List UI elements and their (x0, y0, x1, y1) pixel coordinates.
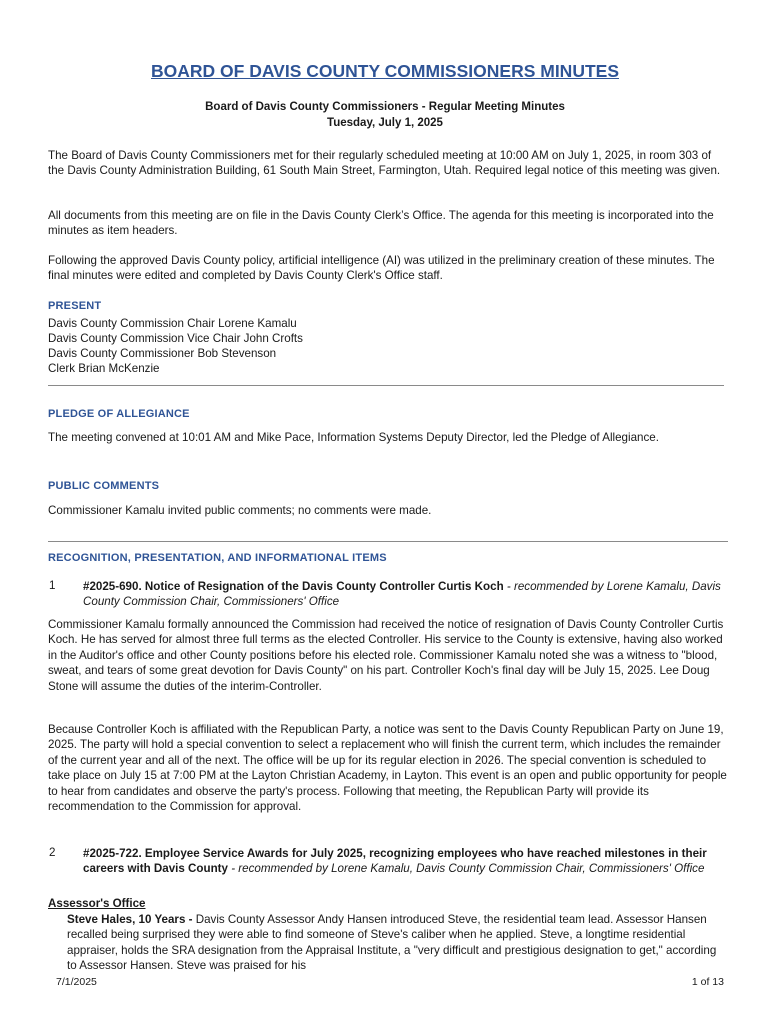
agenda-item-title (83, 579, 728, 610)
footer-date: 7/1/2025 (56, 976, 97, 988)
footer-page-number: 1 of 13 (691, 976, 724, 988)
public-comments-text: Commissioner Kamalu invited public comments; no comments were made. (48, 504, 432, 517)
intro-paragraph-3: Following the approved Davis County policy, artificial intelligence (AI) was utilized in the preliminary creation of these minutes. The final minutes were edited and completed by Davis County Clerk's Office staff. (48, 254, 715, 283)
intro-paragraph-2: All documents from this meeting are on file in the Davis County Clerk’s Office. The agenda for this meeting is incorporated into the minutes as item headers. (48, 209, 714, 238)
agenda-item-title (83, 846, 728, 877)
award-text: Davis County Assessor Andy Hansen introduced Steve, the residential team lead. Assessor Hansen recalled being surprised they were able to find someone of Steve's caliber when he applied. Steve, a longtime residential appraiser, holds the SRA designation from the Appraisal Institute, a "very difficult and prestigious designation to get," according to Assessor Hansen. Steve was praised for his (67, 913, 717, 973)
document-title: BOARD OF DAVIS COUNTY COMMISSIONERS MINUTES (151, 61, 619, 81)
intro-paragraph-1: The Board of Davis County Commissioners met for their regularly scheduled meeting at 10:00 AM on July 1, 2025, in room 303 of the Davis County Administration Building, 61 South Main Street, Farmington, Utah. Required legal notice of this meeting was given. (48, 149, 721, 178)
present-member: Davis County Commission Vice Chair John Crofts (48, 332, 303, 345)
section-divider (48, 541, 728, 542)
public-comments-heading: PUBLIC COMMENTS (48, 480, 160, 492)
section-divider (48, 385, 724, 386)
meeting-subtitle: Board of Davis County Commissioners - Regular Meeting Minutes (205, 101, 565, 113)
pledge-text: The meeting convened at 10:01 AM and Mike Pace, Information Systems Deputy Director, led the Pledge of Allegiance. (48, 431, 659, 444)
award-paragraph (67, 912, 727, 974)
item-number: 1 (49, 579, 56, 592)
present-member: Clerk Brian McKenzie (48, 362, 160, 375)
office-heading: Assessor's Office (48, 897, 146, 910)
item-title-text: #2025-722. Employee Service Awards for July 2025, recognizing employees who have reached milestones in their careers with Davis County (83, 847, 707, 876)
item-recommended: - recommended by Lorene Kamalu, Davis County Commission Chair, Commissioners' Office (227, 862, 705, 876)
award-name: Steve Hales, 10 Years - (67, 913, 193, 926)
present-member: Davis County Commission Chair Lorene Kamalu (48, 317, 297, 330)
meeting-date: Tuesday, July 1, 2025 (327, 117, 443, 129)
item-recommended: - recommended by Lorene Kamalu, Davis County Commission Chair, Commissioners' Office (83, 580, 721, 609)
pledge-heading: PLEDGE OF ALLEGIANCE (48, 408, 190, 420)
item-title-text: #2025-690. Notice of Resignation of the Davis County Controller Curtis Koch (83, 580, 504, 593)
recognition-heading: RECOGNITION, PRESENTATION, AND INFORMATIONAL ITEMS (48, 552, 387, 564)
present-heading: PRESENT (48, 300, 102, 312)
item-number: 2 (49, 846, 56, 859)
item1-paragraph-1: Commissioner Kamalu formally announced the Commission had received the notice of resignation of Davis County Controller Curtis Koch. He has served for almost three full terms as the elected Controller. His service to the County is extensive, having also worked in the Auditor's office and other County positions before his elected role. Commissioner Kamalu noted she was a witness to "blood, sweat, and tears of some great devotion for Davis County" on his part. Controller Koch's final day will be July 15, 2025. Lee Doug Stone will assume the duties of the interim-Controller. (48, 618, 724, 693)
present-member: Davis County Commissioner Bob Stevenson (48, 347, 277, 360)
item1-paragraph-2: Because Controller Koch is affiliated with the Republican Party, a notice was sent to the Davis County Republican Party on June 19, 2025. The party will hold a special convention to select a replacement who will finish the current term, which includes the remainder of the current year and all of the next. The office will be up for its regular election in 2026. The special convention is scheduled to take place on July 15 at 7:00 PM at the Layton Christian Academy, in Layton. This event is an open and public opportunity for people to hear from candidates and observe the party's process. Following that meeting, the Republican Party will provide its recommendation to the Commission for approval. (48, 723, 727, 814)
